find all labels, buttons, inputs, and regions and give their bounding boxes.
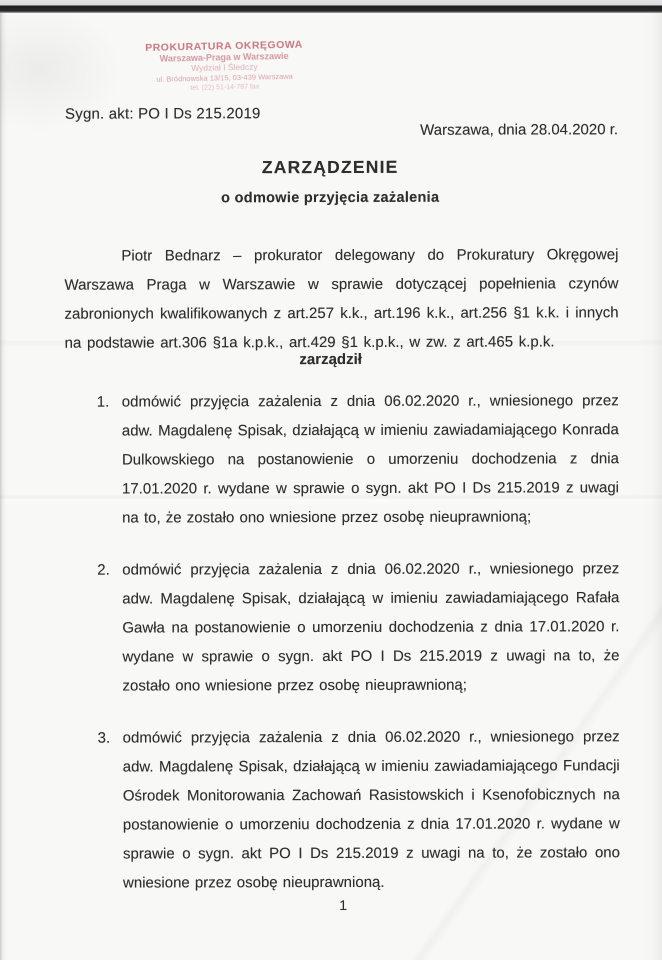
intro-paragraph: Piotr Bednarz – prokurator delegowany do Prokuratury Okręgowej Warszawa Praga w Warszawie w sprawie dotyczącej popełnienia czynów zabronionych kwalifikowanych z art.257 k.k., art.196 k.k., art.256 §1 k.k. i innych na podstawie art.306 §1a k.p.k., art.429 §1 k.p.k., w zw. z art.465 k.p.k. [64,246,619,352]
page-content [0,12,662,960]
stamp-phone: tel. (22) 51-14-787 fax [190,83,260,93]
ruling-item-1 [65,386,619,532]
ordered-label: zarządził [299,350,362,369]
rulings-list [65,386,620,920]
page-number: 1 [339,896,348,913]
document-page [0,13,662,960]
ruling-text-2: odmówić przyjęcia zażalenia z dnia 06.02.2020 r., wniesionego przez adw. Magdalenę Spisak, działającą w imieniu zawiadamiającego Rafała Gawła na postanowienie o umorzeniu dochodzenia z dnia 17.01.2020 r. wydane w sprawie o sygn. akt PO I Ds 215.2019 z uwagi na to, że zostało ono wniesione przez osobę nieuprawnioną; [122,560,620,695]
ruling-item-3 [66,722,620,897]
ruling-item-2 [65,554,619,700]
case-number: Sygn. akt: PO I Ds 215.2019 [65,105,261,123]
stamp-office-city: Warszawa-Praga w Warszawie [159,50,289,64]
stamp-address: ul. Bródnowska 13/15, 03-439 Warszawa [156,71,293,84]
ruling-text-1: odmówić przyjęcia zażalenia z dnia 06.02.2020 r., wniesionego przez adw. Magdalenę Spisak, działającą w imieniu zawiadamiającego Konrada Dulkowskiego na postanowienie o umorzeniu dochodzenia z dnia 17.01.2020 r. wydane w sprawie o sygn. akt PO I Ds 215.2019 z uwagi na to, że zostało ono wniesione przez osobę nieuprawnioną; [121,392,620,527]
stamp-department: Wydział I Śledczy [191,61,258,74]
office-stamp [126,39,322,96]
ruling-number-3: 3. [97,729,111,747]
place-and-date: Warszawa, dnia 28.04.2020 r. [420,121,619,139]
document-title: ZARZĄDZENIE [261,156,399,178]
document-subtitle: o odmowie przyjęcia zażalenia [221,189,440,207]
ruling-number-2: 2. [97,561,110,579]
ruling-text-3: odmówić przyjęcia zażalenia z dnia 06.02.2020 r., wniesionego przez adw. Magdalenę Spisak, działającą w imieniu zawiadamiającego Fundacji Ośrodek Monitorowania Zachowań Rasistowskich i Ksenofobicznych na postanowienie o umorzeniu dochodzenia z dnia 17.01.2020 r. wydane w sprawie o sygn. akt PO I Ds 215.2019 z uwagi na to, że zostało ono wniesione przez osobę nieuprawnioną. [122,728,620,892]
stamp-office-name: PROKURATURA OKRĘGOWA [145,38,303,55]
ruling-number-1: 1. [96,393,110,411]
